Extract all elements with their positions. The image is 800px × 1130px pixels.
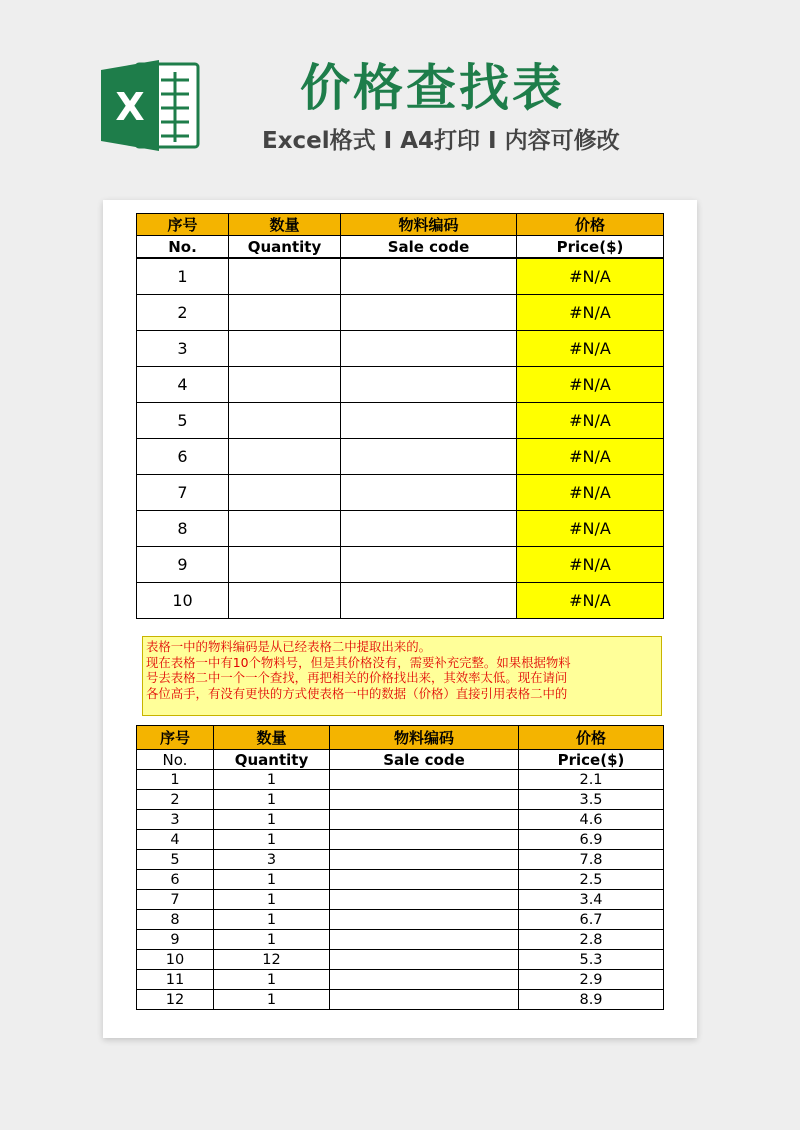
cell-qty[interactable]: [229, 258, 341, 295]
cell-price[interactable]: 3.5: [519, 790, 664, 810]
table-row: [137, 258, 664, 295]
note-line: 号去表格二中一个一个查找，再把相关的价格找出来，其效率太低。现在请问: [146, 670, 568, 685]
header-cell: Sale code: [341, 236, 517, 259]
table-row: [137, 439, 664, 475]
cell-no[interactable]: 10: [137, 583, 229, 619]
table-row: [137, 475, 664, 511]
table-row: [137, 770, 664, 790]
table-row: [137, 331, 664, 367]
cell-price[interactable]: #N/A: [517, 331, 664, 367]
cell-qty[interactable]: 1: [214, 790, 330, 810]
cell-code[interactable]: [330, 950, 519, 970]
note-line: 表格一中的物料编码是从已经表格二中提取出来的。: [146, 639, 431, 654]
cell-code[interactable]: [330, 890, 519, 910]
cell-qty[interactable]: [229, 295, 341, 331]
table-header-row: [137, 214, 664, 236]
cell-qty[interactable]: [229, 403, 341, 439]
cell-code[interactable]: [330, 810, 519, 830]
cell-no[interactable]: 4: [137, 367, 229, 403]
cell-no[interactable]: 8: [137, 511, 229, 547]
table-row: [137, 583, 664, 619]
cell-qty[interactable]: 1: [214, 910, 330, 930]
price-source-table: [136, 725, 664, 1010]
cell-qty[interactable]: 12: [214, 950, 330, 970]
cell-price[interactable]: 3.4: [519, 890, 664, 910]
cell-price[interactable]: 4.6: [519, 810, 664, 830]
table-row: [137, 990, 664, 1010]
excel-logo-icon: [101, 58, 201, 153]
cell-price[interactable]: #N/A: [517, 258, 664, 295]
cell-code[interactable]: [341, 331, 517, 367]
header-cell: 序号: [137, 214, 229, 236]
header-cell: 数量: [229, 214, 341, 236]
table-header-row: [137, 726, 664, 750]
cell-price[interactable]: #N/A: [517, 403, 664, 439]
header-cell: 物料编码: [330, 726, 519, 750]
cell-no[interactable]: 11: [137, 970, 214, 990]
cell-price[interactable]: 2.9: [519, 970, 664, 990]
cell-no[interactable]: 4: [137, 830, 214, 850]
cell-price[interactable]: #N/A: [517, 547, 664, 583]
cell-qty[interactable]: [229, 439, 341, 475]
header-cell: 数量: [214, 726, 330, 750]
cell-qty[interactable]: 1: [214, 870, 330, 890]
cell-price[interactable]: 2.1: [519, 770, 664, 790]
table-row: [137, 850, 664, 870]
header-cell: 价格: [517, 214, 664, 236]
table-row: [137, 790, 664, 810]
cell-code[interactable]: [341, 547, 517, 583]
header-cell: Sale code: [330, 750, 519, 770]
header-cell: Price($): [519, 750, 664, 770]
cell-qty[interactable]: [229, 583, 341, 619]
cell-no[interactable]: 6: [137, 439, 229, 475]
cell-code[interactable]: [341, 439, 517, 475]
cell-qty[interactable]: [229, 511, 341, 547]
table-row: [137, 870, 664, 890]
cell-code[interactable]: [341, 583, 517, 619]
header-cell: Quantity: [214, 750, 330, 770]
cell-qty[interactable]: 1: [214, 970, 330, 990]
cell-code[interactable]: [330, 930, 519, 950]
table-row: [137, 367, 664, 403]
header-cell: 物料编码: [341, 214, 517, 236]
table-header-row: [137, 750, 664, 770]
cell-qty[interactable]: 1: [214, 930, 330, 950]
cell-no[interactable]: 1: [137, 258, 229, 295]
cell-price[interactable]: 8.9: [519, 990, 664, 1010]
cell-no[interactable]: 7: [137, 475, 229, 511]
table-row: [137, 930, 664, 950]
note-line: 现在表格一中有10个物料号，但是其价格没有，需要补充完整。如果根据物料: [146, 654, 571, 670]
cell-price[interactable]: #N/A: [517, 367, 664, 403]
cell-price[interactable]: 6.7: [519, 910, 664, 930]
cell-qty[interactable]: 1: [214, 990, 330, 1010]
cell-code[interactable]: [341, 511, 517, 547]
page-subtitle: Excel格式 I A4打印 I 内容可修改: [262, 128, 620, 154]
cell-no[interactable]: 9: [137, 930, 214, 950]
cell-no[interactable]: 12: [137, 990, 214, 1010]
cell-no[interactable]: 5: [137, 403, 229, 439]
cell-price[interactable]: 2.5: [519, 870, 664, 890]
cell-code[interactable]: [341, 295, 517, 331]
cell-price[interactable]: #N/A: [517, 511, 664, 547]
cell-qty[interactable]: 1: [214, 830, 330, 850]
table-row: [137, 295, 664, 331]
table-row: [137, 810, 664, 830]
table-row: [137, 970, 664, 990]
header-cell: Quantity: [229, 236, 341, 259]
cell-code[interactable]: [330, 910, 519, 930]
table-header-row: [137, 236, 664, 259]
cell-code[interactable]: [330, 990, 519, 1010]
cell-code[interactable]: [341, 475, 517, 511]
cell-code[interactable]: [330, 870, 519, 890]
note-line: 各位高手，有没有更快的方式使表格一中的数据（价格）直接引用表格二中的: [146, 685, 568, 701]
table-row: [137, 830, 664, 850]
cell-price[interactable]: 7.8: [519, 850, 664, 870]
cell-no[interactable]: 2: [137, 295, 229, 331]
cell-code[interactable]: [330, 790, 519, 810]
excel-logo-letter: X: [115, 85, 145, 129]
cell-no[interactable]: 5: [137, 850, 214, 870]
cell-price[interactable]: #N/A: [517, 583, 664, 619]
cell-code[interactable]: [341, 367, 517, 403]
cell-qty[interactable]: 1: [214, 890, 330, 910]
cell-qty[interactable]: [229, 475, 341, 511]
cell-qty[interactable]: 3: [214, 850, 330, 870]
cell-no[interactable]: 6: [137, 870, 214, 890]
cell-no[interactable]: 10: [137, 950, 214, 970]
cell-no[interactable]: 7: [137, 890, 214, 910]
table-row: [137, 511, 664, 547]
cell-no[interactable]: 2: [137, 790, 214, 810]
table-row: [137, 910, 664, 930]
cell-qty[interactable]: [229, 367, 341, 403]
cell-no[interactable]: 8: [137, 910, 214, 930]
cell-code[interactable]: [341, 258, 517, 295]
cell-qty[interactable]: 1: [214, 810, 330, 830]
cell-code[interactable]: [330, 970, 519, 990]
cell-code[interactable]: [330, 830, 519, 850]
table-row: [137, 890, 664, 910]
note-box: [142, 636, 662, 716]
cell-qty[interactable]: 1: [214, 770, 330, 790]
cell-price[interactable]: 2.8: [519, 930, 664, 950]
cell-qty[interactable]: [229, 547, 341, 583]
cell-price[interactable]: #N/A: [517, 475, 664, 511]
page-title: 价格查找表: [300, 59, 565, 117]
lookup-table: [136, 213, 664, 619]
table-row: [137, 950, 664, 970]
cell-price[interactable]: 6.9: [519, 830, 664, 850]
cell-code[interactable]: [341, 403, 517, 439]
cell-price[interactable]: #N/A: [517, 295, 664, 331]
cell-qty[interactable]: [229, 331, 341, 367]
cell-code[interactable]: [330, 770, 519, 790]
header-cell: 价格: [519, 726, 664, 750]
cell-no[interactable]: 1: [137, 770, 214, 790]
cell-code[interactable]: [330, 850, 519, 870]
header-cell: Price($): [517, 236, 664, 259]
cell-no[interactable]: 3: [137, 810, 214, 830]
cell-no[interactable]: 3: [137, 331, 229, 367]
cell-price[interactable]: #N/A: [517, 439, 664, 475]
table-row: [137, 403, 664, 439]
header-cell: No.: [137, 236, 229, 259]
table-row: [137, 547, 664, 583]
header-cell: No.: [137, 750, 214, 770]
header-cell: 序号: [137, 726, 214, 750]
document-sheet: [103, 200, 697, 1038]
cell-no[interactable]: 9: [137, 547, 229, 583]
cell-price[interactable]: 5.3: [519, 950, 664, 970]
